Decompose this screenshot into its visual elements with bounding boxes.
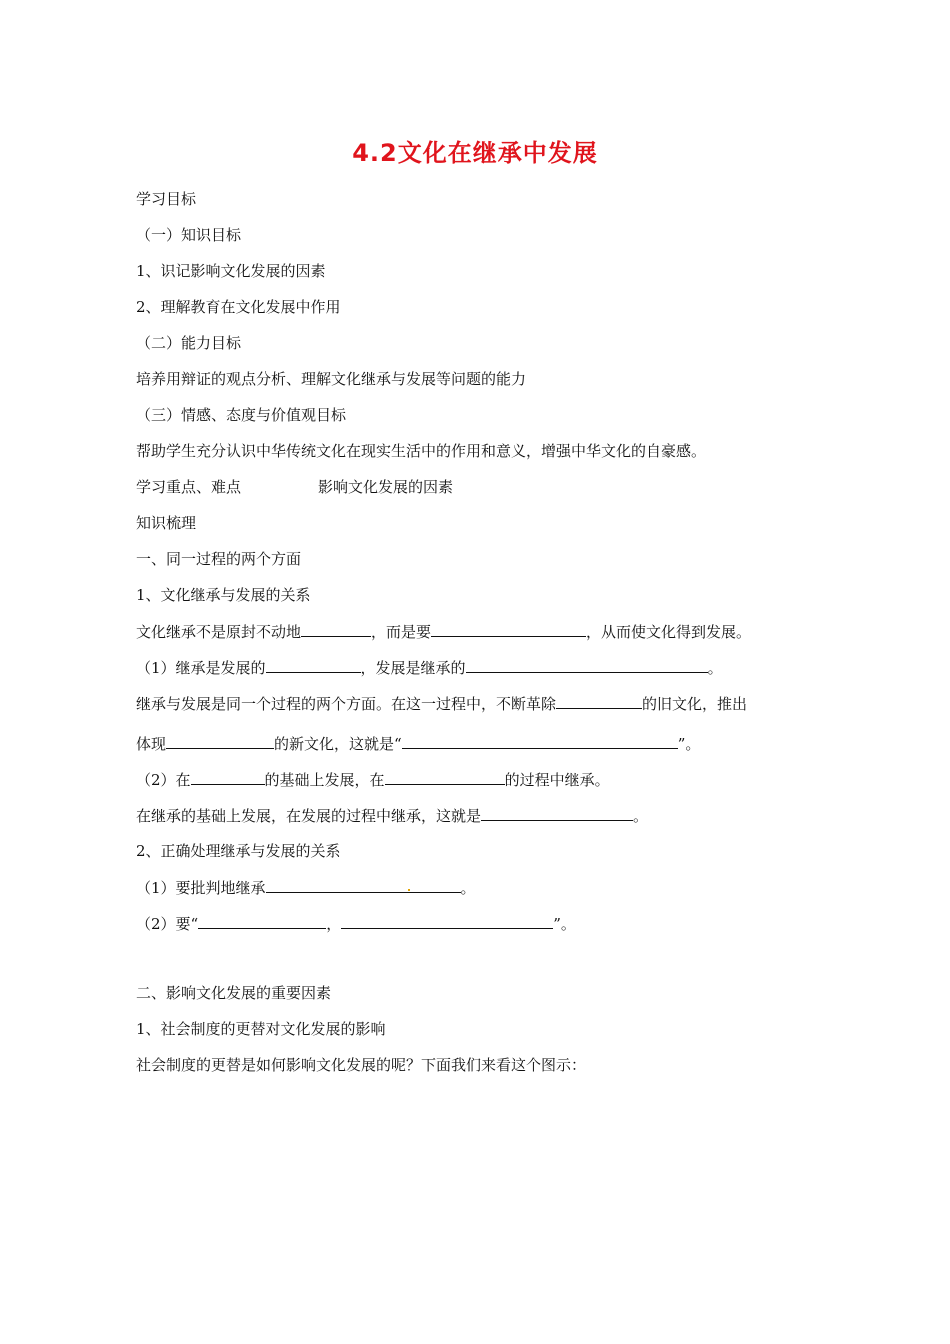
fill-line-1: 文化继承不是原封不动地 ，而是要 ，从而使文化得到发展。 — [136, 623, 752, 641]
emotion-goal-text: 帮助学生充分认识中华传统文化在现实生活中的作用和意义，增强中华文化的自豪感。 — [136, 442, 707, 460]
fill-line-4: 体现 的新文化，这就是“ ”。 — [136, 735, 701, 753]
section-1-title: 一、同一过程的两个方面 — [136, 550, 302, 568]
fill-blank[interactable] — [341, 913, 553, 929]
fill-blank[interactable] — [266, 877, 461, 893]
fill-blank[interactable] — [266, 657, 361, 673]
fill-line-7: （1）要批判地继承 。 — [136, 879, 476, 897]
fill-line-8: （2）要“ ， ”。 — [136, 915, 576, 933]
section-1-subtitle-2: 2、正确处理继承与发展的关系 — [136, 842, 341, 860]
section-2-subtitle-1: 1、社会制度的更替对文化发展的影响 — [136, 1020, 386, 1038]
section-2-title: 二、影响文化发展的重要因素 — [136, 984, 332, 1002]
knowledge-goal-1: 1、识记影响文化发展的因素 — [136, 262, 326, 280]
document-title: 4.2文化在继承中发展 — [352, 139, 598, 167]
fill-line-3: 继承与发展是同一个过程的两个方面。在这一过程中，不断革除 的旧文化，推出 — [136, 695, 748, 713]
fill-blank[interactable] — [198, 913, 326, 929]
knowledge-goal-2: 2、理解教育在文化发展中作用 — [136, 298, 341, 316]
section-2-text: 社会制度的更替是如何影响文化发展的呢？下面我们来看这个图示： — [136, 1056, 587, 1074]
ability-goal-text: 培养用辩证的观点分析、理解文化继承与发展等问题的能力 — [136, 370, 527, 388]
knowledge-goal-heading: （一）知识目标 — [136, 226, 242, 244]
fill-blank[interactable] — [481, 805, 633, 821]
fill-blank[interactable] — [466, 657, 708, 673]
goals-heading: 学习目标 — [136, 190, 197, 208]
emotion-goal-heading: （三）情感、态度与价值观目标 — [136, 406, 347, 424]
ability-goal-heading: （二）能力目标 — [136, 334, 242, 352]
fill-blank[interactable] — [431, 621, 586, 637]
stray-dot-mark — [408, 889, 410, 891]
key-points-label: 学习重点、难点 — [136, 478, 242, 496]
sorting-heading: 知识梳理 — [136, 514, 197, 532]
section-1-subtitle-1: 1、文化继承与发展的关系 — [136, 586, 311, 604]
key-points-row — [136, 477, 453, 497]
fill-blank[interactable] — [402, 733, 678, 749]
key-points-value: 影响文化发展的因素 — [318, 478, 454, 496]
fill-blank[interactable] — [301, 621, 371, 637]
fill-blank[interactable] — [556, 693, 642, 709]
fill-blank[interactable] — [385, 769, 505, 785]
fill-line-5: （2）在 的基础上发展，在 的过程中继承。 — [136, 771, 610, 789]
fill-line-6: 在继承的基础上发展，在发展的过程中继承，这就是 。 — [136, 807, 649, 825]
fill-line-2: （1）继承是发展的 ，发展是继承的 。 — [136, 659, 723, 677]
fill-blank[interactable] — [166, 733, 274, 749]
fill-blank[interactable] — [191, 769, 265, 785]
